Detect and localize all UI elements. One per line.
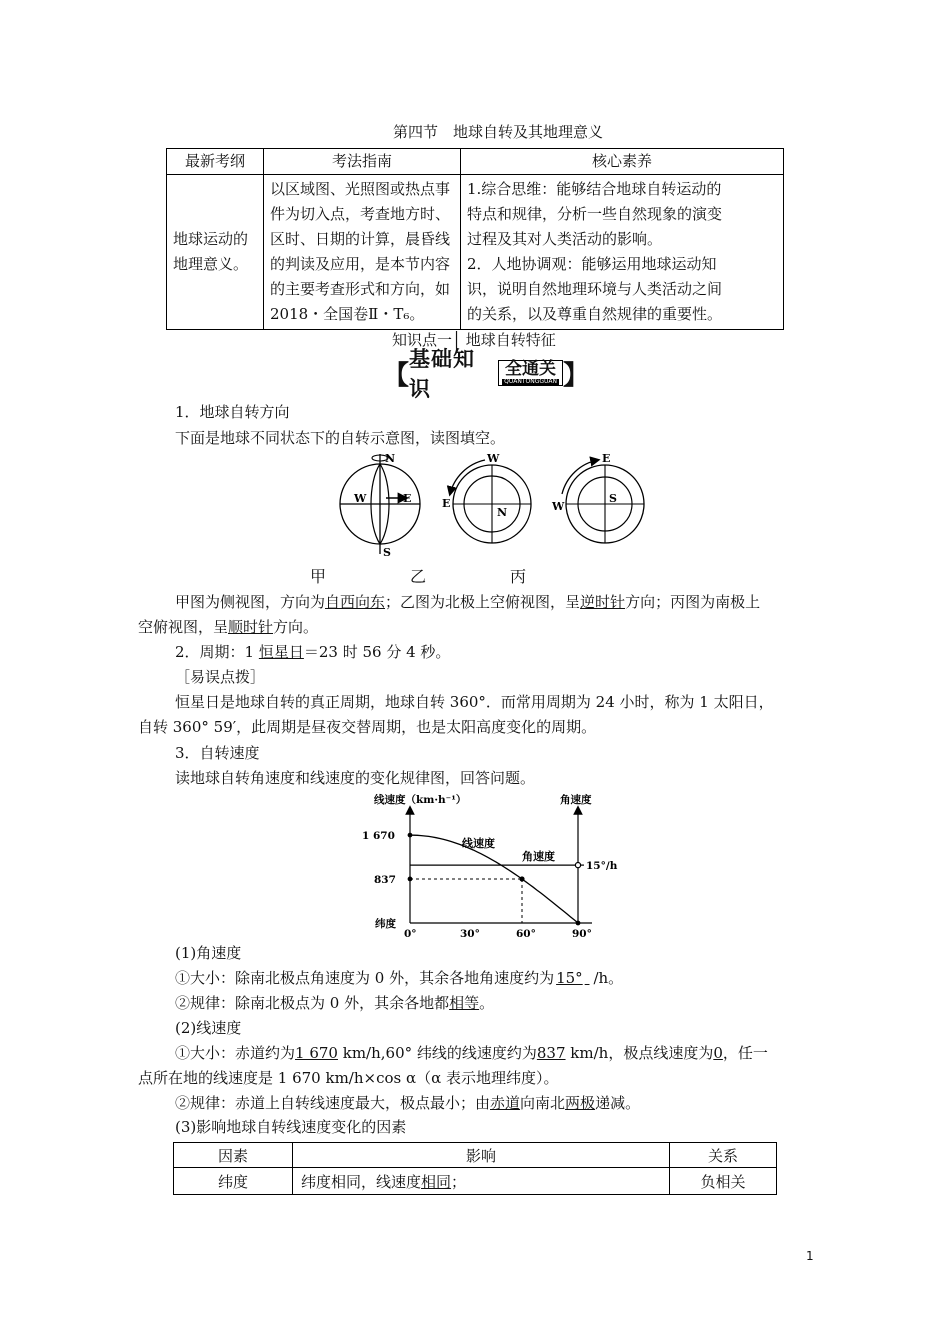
bing-center-label: S: [609, 492, 617, 505]
text: 。: [479, 994, 495, 1012]
text-line: 2018・全国卷Ⅱ・T₆。: [270, 305, 425, 323]
q1-line2: [175, 993, 494, 1013]
text: 向南北: [520, 1094, 566, 1112]
text-line: 的判读及应用，是本节内容: [270, 255, 451, 273]
text: 纬度相同，线速度: [301, 1172, 422, 1191]
section-title: 第四节 地球自转及其地理意义: [393, 123, 604, 141]
data-point: [576, 921, 581, 926]
text-line: 地球运动的: [173, 230, 249, 248]
header-literacy: 核心素养: [461, 149, 784, 175]
bing-e-label: E: [602, 452, 611, 465]
text: km/h，极点线速度为: [565, 1044, 714, 1062]
q1-heading: (1)角速度: [175, 944, 242, 962]
y-tick-label: 1 670: [362, 830, 395, 843]
banner-badge-text: 全通关: [505, 359, 557, 379]
text: ；乙图为北极上空俯视图，呈: [385, 593, 581, 611]
text: ①大小：除南北极点角速度为 0 外，其余各地角速度约为: [175, 969, 555, 987]
factor-cell: 纬度: [174, 1168, 293, 1195]
text-line: 件为切入点，考查地方时、: [270, 205, 451, 223]
right-axis-label: 角速度: [560, 794, 592, 806]
banner-title: 基础知识: [409, 347, 476, 401]
p2-period: [175, 642, 450, 662]
text: ②规律：赤道上自转线速度最大，极点最小；由: [175, 1094, 491, 1112]
literacy-cell: [461, 175, 784, 330]
banner-left-bracket: 【: [383, 360, 410, 391]
text: 方向；丙图为南极上: [625, 593, 761, 611]
text: 甲图为侧视图，方向为: [175, 593, 326, 611]
jia-e-label: E: [403, 492, 412, 505]
knowledge-point-heading: 知识点一│ 地球自转特征: [392, 331, 556, 349]
globe-yi-north-pole-view: [442, 452, 531, 543]
text: 2．周期：1: [175, 643, 259, 661]
yi-e-label: E: [442, 497, 451, 510]
answer: 恒星日: [258, 643, 304, 661]
answer: 相等: [449, 994, 480, 1012]
left-axis-label: 线速度（km·h⁻¹）: [374, 794, 467, 806]
angular-open-point: [575, 863, 580, 868]
basic-knowledge-banner: [383, 347, 589, 401]
x-tick-label: 90°: [572, 928, 592, 938]
caption-bing: 丙: [510, 567, 527, 586]
answer: 逆时针: [580, 593, 626, 611]
answer: 1 670: [295, 1044, 338, 1062]
clockwise-arrow-icon: [562, 460, 598, 494]
text-line: 1.综合思维：能够结合地球自转运动的: [467, 180, 722, 198]
banner-right-bracket: 】: [562, 360, 589, 391]
x-tick-label: 30°: [460, 928, 480, 938]
counterclockwise-arrow-icon: [450, 460, 485, 494]
s3-intro: 读地球自转角速度和线速度的变化规律图，回答问题。: [175, 769, 536, 787]
q2-line1: [175, 1043, 768, 1063]
p1-line1: [175, 592, 760, 612]
jia-w-label: W: [354, 492, 367, 505]
jia-s-label: S: [383, 546, 391, 559]
text: /h。: [593, 969, 624, 987]
answer: 自西向东: [325, 593, 386, 611]
angular-value-label: 15°/h: [586, 860, 618, 873]
text: 空俯视图，呈: [138, 618, 229, 636]
bing-w-label: W: [552, 500, 565, 513]
series-label-linear: 线速度: [462, 837, 495, 851]
text-line: 的关系，以及尊重自然规律的重要性。: [467, 305, 723, 323]
q2-heading: (2)线速度: [175, 1019, 242, 1037]
s1-heading: 1．地球自转方向: [175, 403, 290, 421]
answer: 15°: [556, 969, 583, 987]
yi-w-label: W: [487, 452, 500, 465]
answer: 赤道: [490, 1094, 521, 1112]
text: km/h,60° 纬线的线速度约为: [337, 1044, 537, 1062]
y-tick-label: 837: [374, 873, 396, 886]
tip-line1: 恒星日是地球自转的真正周期，地球自转 360°．而常用周期为 24 小时，称为 1 太阳日，: [175, 693, 774, 711]
page-number: 1: [806, 1249, 814, 1263]
text-line: 地理意义。: [173, 255, 249, 273]
answer: 两极: [565, 1094, 596, 1112]
text-line: 特点和规律，分析一些自然现象的演变: [467, 205, 723, 223]
tip-label: ［易误点拨］: [175, 668, 266, 686]
relation-cell: 负相关: [670, 1168, 777, 1195]
globe-jia-side-view: [340, 452, 420, 559]
text-line: 2．人地协调观：能够运用地球运动知: [467, 255, 717, 273]
banner-badge-pinyin: QUANTONGGUAN: [504, 378, 557, 385]
answer: 0: [713, 1044, 723, 1062]
tip-line2: 自转 360° 59′，此周期是昼夜交替周期，也是太阳高度变化的周期。: [138, 718, 597, 736]
text-line: 识，说明自然地理环境与人类活动之间: [467, 280, 723, 298]
text-line: 过程及其对人类活动的影响。: [467, 230, 663, 248]
globe-bing-south-pole-view: [551, 452, 644, 543]
s1-intro: 下面是地球不同状态下的自转示意图，读图填空。: [175, 429, 506, 447]
answer: 相同: [421, 1172, 452, 1191]
x-tick-label: 0°: [404, 928, 417, 938]
caption-jia: 甲: [310, 567, 327, 586]
series-label-angular: 角速度: [522, 850, 555, 864]
text: 递减。: [595, 1094, 641, 1112]
text-line: 的主要考查形式和方向，如: [270, 280, 451, 298]
rotation-diagrams: [330, 452, 660, 562]
x-axis-label: 纬度: [375, 918, 396, 930]
chart-marks: [362, 830, 618, 938]
x-tick-label: 60°: [516, 928, 536, 938]
yi-center-label: N: [497, 506, 508, 519]
caption-yi: 乙: [410, 567, 427, 586]
p1-line2: [138, 617, 318, 637]
q3-heading: (3)影响地球自转线速度变化的因素: [175, 1118, 407, 1136]
text: ①大小：赤道约为: [175, 1044, 296, 1062]
text: 方向。: [273, 618, 319, 636]
answer: 顺时针: [228, 618, 274, 636]
text: ＝23 时 56 分 4 秒。: [303, 643, 451, 661]
answer: 837: [536, 1044, 566, 1062]
text-line: 区时、日期的计算，晨昏线: [270, 230, 451, 248]
q2-line3: [175, 1093, 640, 1113]
relation-header: 关系: [670, 1143, 777, 1168]
factor-table: [173, 1142, 777, 1195]
exam-outline-table: [166, 148, 784, 330]
rotation-velocity-chart: [360, 790, 630, 938]
jia-n-label: N: [385, 452, 396, 465]
s3-heading: 3．自转速度: [175, 744, 260, 762]
effect-cell: [293, 1168, 670, 1195]
header-method: 考法指南: [264, 149, 461, 175]
text-line: 以区域图、光照图或热点事: [270, 180, 451, 198]
q1-line1: [175, 968, 623, 988]
text: ，任一: [722, 1044, 768, 1062]
text: ②规律：除南北极点为 0 外，其余各地都: [175, 994, 450, 1012]
header-outline: 最新考纲: [167, 149, 264, 175]
data-point: [408, 833, 413, 838]
q2-line2: 点所在地的线速度是 1 670 km/h×cos α（α 表示地理纬度）。: [138, 1069, 559, 1087]
method-cell: [264, 175, 461, 330]
outline-cell: [167, 175, 264, 330]
effect-header: 影响: [293, 1143, 670, 1168]
factor-header: 因素: [174, 1143, 293, 1168]
text: ；: [451, 1172, 467, 1191]
banner-badge: [498, 360, 563, 386]
